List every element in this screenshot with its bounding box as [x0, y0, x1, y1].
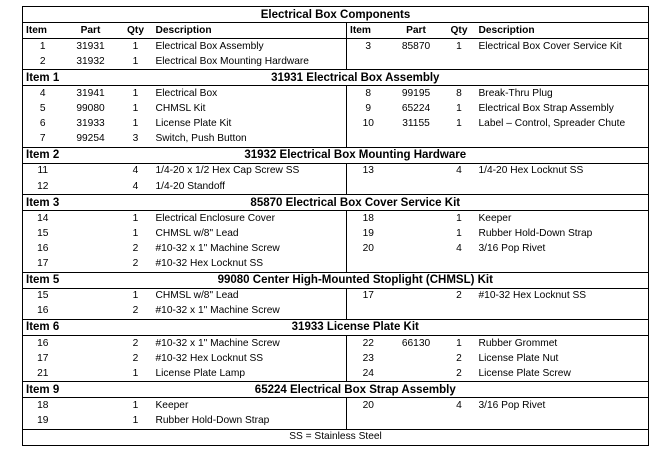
part-number [390, 179, 443, 195]
description: 3/16 Pop Rivet [478, 242, 546, 254]
item-number: 18 [37, 399, 49, 411]
quantity: 4 [456, 165, 462, 177]
table-title-row [23, 7, 649, 23]
quantity: 1 [456, 227, 462, 239]
part-number [63, 366, 119, 382]
item-number: 12 [37, 180, 49, 192]
table-row [23, 39, 649, 55]
item-number [347, 179, 390, 195]
description: 3/16 Pop Rivet [478, 399, 546, 411]
part-number: 65224 [401, 103, 431, 115]
description: #10-32 Hex Locknut SS [478, 290, 587, 302]
table-row [23, 288, 649, 304]
section-header-row [23, 195, 649, 211]
item-number [347, 132, 390, 148]
description: #10-32 x 1" Machine Screw [153, 335, 347, 351]
description: Keeper [478, 212, 512, 224]
col-header-item: Item [23, 23, 63, 39]
section-header-row [23, 272, 649, 288]
quantity: 3 [132, 133, 139, 145]
section-item-label: Item 5 [23, 272, 63, 288]
section-header-row [23, 382, 649, 398]
column-header-row [23, 23, 649, 39]
part-number: 99080 [76, 103, 105, 115]
part-number [390, 163, 443, 179]
col-header-part: Part [63, 23, 119, 39]
section-item-label: Item 6 [23, 319, 63, 335]
description: CHMSL w/8" Lead [153, 226, 347, 241]
item-number: 4 [39, 88, 46, 100]
item-number: 10 [362, 118, 374, 130]
table-row [23, 132, 649, 148]
item-number: 15 [37, 227, 49, 239]
part-number: 85870 [401, 40, 431, 52]
description: #10-32 Hex Locknut SS [153, 257, 347, 273]
description [476, 257, 649, 273]
quantity: 1 [132, 40, 139, 52]
description: #10-32 x 1" Machine Screw [153, 304, 347, 320]
quantity: 1 [132, 212, 139, 224]
quantity: 2 [456, 367, 462, 379]
item-number: 20 [362, 242, 374, 254]
description: Electrical Box Assembly [153, 39, 347, 55]
table-row [23, 54, 649, 70]
part-number [63, 304, 119, 320]
footer-note: SS = Stainless Steel [23, 429, 649, 445]
description: 1/4-20 Hex Locknut SS [478, 165, 584, 177]
table-row [23, 257, 649, 273]
quantity: 1 [132, 367, 139, 379]
table-row [23, 117, 649, 132]
col-header-description: Description [153, 23, 347, 39]
description: Electrical Enclosure Cover [153, 211, 347, 227]
quantity: 1 [456, 40, 462, 52]
quantity: 2 [456, 290, 462, 302]
part-number [63, 351, 119, 366]
footer-row [23, 429, 649, 445]
description: License Plate Lamp [153, 366, 347, 382]
item-number: 2 [39, 55, 46, 67]
table-row [23, 211, 649, 227]
description: #10-32 x 1" Machine Screw [153, 241, 347, 256]
quantity: 1 [132, 290, 139, 302]
part-number: 31932 [76, 55, 105, 67]
part-number [390, 398, 443, 414]
item-number: 21 [37, 367, 49, 379]
description: CHMSL w/8" Lead [153, 288, 347, 304]
electrical-box-components-table [22, 6, 649, 446]
description: Break-Thru Plug [478, 88, 553, 100]
quantity: 1 [132, 399, 139, 411]
quantity: 1 [456, 103, 462, 115]
quantity: 1 [132, 88, 139, 100]
quantity [443, 257, 476, 273]
quantity [443, 179, 476, 195]
table-row [23, 226, 649, 241]
col-header-item-right: Item [347, 23, 390, 39]
item-number: 24 [362, 367, 374, 379]
description: Switch, Push Button [153, 132, 347, 148]
part-number [390, 288, 443, 304]
part-number [390, 257, 443, 273]
quantity [443, 54, 476, 70]
description: Rubber Grommet [478, 337, 558, 349]
quantity [443, 304, 476, 320]
part-number [390, 54, 443, 70]
quantity: 4 [456, 242, 462, 254]
quantity: 4 [132, 165, 139, 177]
quantity: 1 [456, 118, 462, 130]
part-number [63, 241, 119, 256]
item-number: 17 [37, 258, 49, 270]
part-number [63, 163, 119, 179]
item-number: 19 [37, 414, 49, 426]
table-title: Electrical Box Components [23, 7, 649, 23]
item-number: 8 [365, 88, 372, 100]
part-number: 66130 [401, 337, 431, 349]
part-number: 31941 [76, 88, 105, 100]
section-header-row [23, 319, 649, 335]
quantity: 1 [456, 212, 462, 224]
part-number [390, 211, 443, 227]
quantity: 1 [132, 227, 139, 239]
item-number: 19 [362, 227, 374, 239]
item-number: 17 [37, 352, 49, 364]
part-number [390, 351, 443, 366]
item-number: 16 [37, 305, 49, 317]
description: CHMSL Kit [153, 102, 347, 117]
part-number: 31155 [402, 118, 430, 130]
table-row [23, 163, 649, 179]
description: Electrical Box Cover Service Kit [478, 40, 622, 52]
part-number: 31931 [76, 40, 105, 52]
part-number [390, 241, 443, 256]
section-item-label: Item 2 [23, 147, 63, 163]
item-number: 22 [362, 337, 374, 349]
description [476, 304, 649, 320]
item-number: 3 [365, 40, 372, 52]
item-number: 1 [39, 40, 46, 52]
table-row [23, 366, 649, 382]
part-number [63, 257, 119, 273]
quantity: 1 [132, 103, 139, 115]
table-row [23, 351, 649, 366]
item-number: 6 [39, 118, 46, 130]
item-number: 14 [37, 212, 49, 224]
quantity: 1 [456, 337, 462, 349]
description: Rubber Hold-Down Strap [153, 413, 347, 429]
part-number [63, 179, 119, 195]
part-number [390, 132, 443, 148]
section-item-label: Item 1 [23, 70, 63, 86]
part-number [390, 226, 443, 241]
description: Rubber Hold-Down Strap [478, 227, 593, 239]
description: Electrical Box Strap Assembly [478, 103, 614, 115]
quantity: 1 [132, 414, 139, 426]
item-number: 9 [365, 103, 372, 115]
part-number [63, 226, 119, 241]
item-number: 16 [37, 337, 49, 349]
item-number: 17 [362, 290, 374, 302]
item-number: 20 [362, 399, 374, 411]
description [476, 179, 649, 195]
description: 1/4-20 x 1/2 Hex Cap Screw SS [153, 163, 347, 179]
quantity [443, 132, 476, 148]
col-header-qty: Qty [119, 23, 153, 39]
description: Electrical Box [153, 86, 347, 102]
section-header-row [23, 147, 649, 163]
quantity: 2 [132, 337, 139, 349]
part-number [63, 398, 119, 414]
item-number: 16 [37, 242, 49, 254]
table-row [23, 304, 649, 320]
item-number: 18 [362, 212, 374, 224]
section-title: 99080 Center High-Mounted Stoplight (CHMSL) Kit [63, 272, 649, 288]
description: License Plate Screw [478, 367, 571, 379]
item-number: 7 [39, 133, 46, 145]
description: License Plate Nut [478, 352, 559, 364]
table-row [23, 241, 649, 256]
description: Keeper [153, 398, 347, 414]
part-number [63, 211, 119, 227]
description: #10-32 Hex Locknut SS [153, 351, 347, 366]
item-number: 11 [37, 165, 49, 177]
part-number [390, 366, 443, 382]
col-header-qty-right: Qty [443, 23, 476, 39]
quantity: 4 [456, 399, 462, 411]
section-title: 31933 License Plate Kit [63, 319, 649, 335]
part-number [63, 335, 119, 351]
quantity: 2 [132, 305, 139, 317]
table-row [23, 398, 649, 414]
quantity: 2 [132, 352, 139, 364]
table-row [23, 86, 649, 102]
col-header-description-right: Description [476, 23, 649, 39]
description [476, 132, 649, 148]
quantity: 4 [132, 180, 139, 192]
section-title: 31931 Electrical Box Assembly [63, 70, 649, 86]
description: 1/4-20 Standoff [153, 179, 347, 195]
part-number: 31933 [76, 118, 105, 130]
quantity: 1 [132, 118, 139, 130]
part-number: 99195 [401, 88, 431, 100]
part-number [63, 288, 119, 304]
section-title: 31932 Electrical Box Mounting Hardware [63, 147, 649, 163]
quantity: 1 [132, 55, 139, 67]
description [476, 413, 649, 429]
part-number [390, 304, 443, 320]
table-row [23, 102, 649, 117]
table-row [23, 335, 649, 351]
section-title: 85870 Electrical Box Cover Service Kit [63, 195, 649, 211]
table-row [23, 179, 649, 195]
description: Electrical Box Mounting Hardware [153, 54, 347, 70]
col-header-part-right: Part [390, 23, 443, 39]
quantity [443, 413, 476, 429]
quantity: 8 [456, 88, 462, 100]
quantity: 2 [132, 242, 139, 254]
section-header-row [23, 70, 649, 86]
description: Label – Control, Spreader Chute [478, 118, 626, 130]
part-number: 99254 [76, 133, 105, 145]
item-number [347, 304, 390, 320]
item-number: 13 [362, 165, 374, 177]
part-number [390, 413, 443, 429]
quantity: 2 [132, 258, 139, 270]
section-item-label: Item 9 [23, 382, 63, 398]
item-number [347, 54, 390, 70]
description: License Plate Kit [153, 117, 347, 132]
item-number: 15 [37, 290, 49, 302]
table-row [23, 413, 649, 429]
description [476, 54, 649, 70]
item-number: 5 [39, 103, 46, 115]
item-number [347, 257, 390, 273]
quantity: 2 [456, 352, 462, 364]
section-item-label: Item 3 [23, 195, 63, 211]
part-number [63, 413, 119, 429]
section-title: 65224 Electrical Box Strap Assembly [63, 382, 649, 398]
item-number [347, 413, 390, 429]
item-number: 23 [362, 352, 374, 364]
